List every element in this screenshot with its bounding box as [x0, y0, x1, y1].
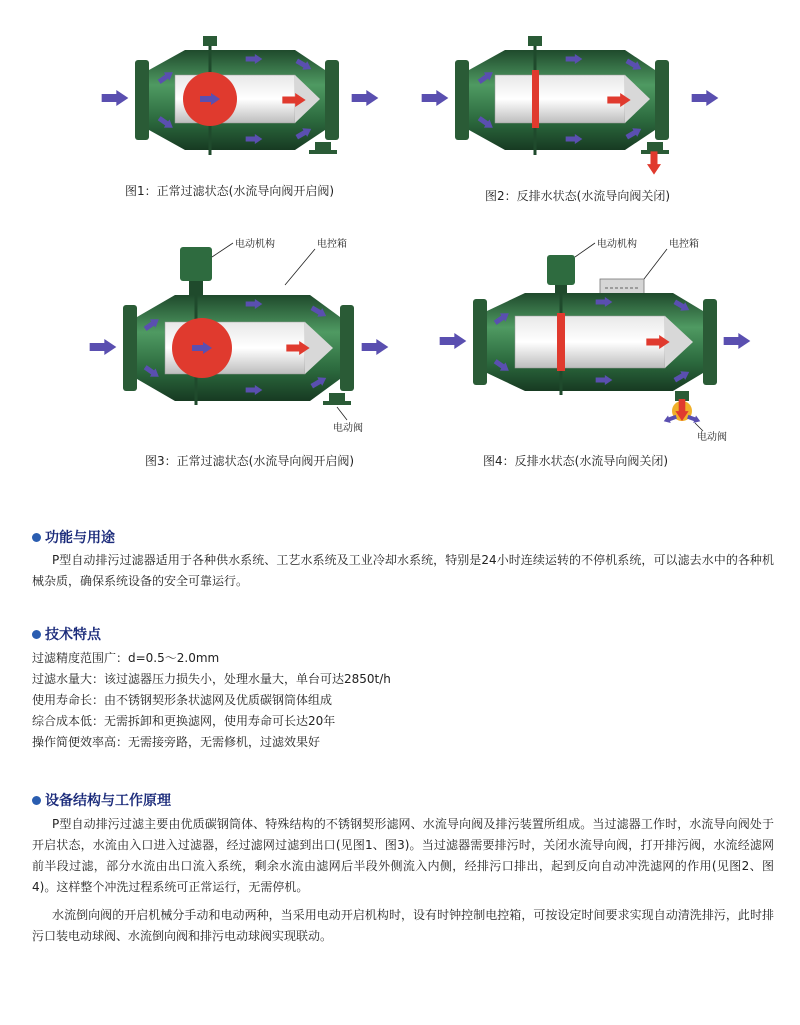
bullet-dot-icon [32, 533, 41, 542]
bullet-dot-icon [32, 796, 41, 805]
figure-1 [95, 30, 385, 198]
feature-item: 过滤精度范围广：d=0.5～2.0mm [32, 651, 220, 665]
figure-3 [85, 235, 405, 468]
figure-2-caption: 图2：反排水状态(水流导向阀关闭) [485, 189, 670, 203]
section-structure-p1: P型自动排污过滤主要由优质碳钢筒体、特殊结构的不锈钢契形滤网、水流导向阀及排污装置所组成。当过滤器工作时，水流导向阀处于开启状态，水流由入口进入过滤器，经过滤网过滤到出口(见图1、图3)。当过滤器需要排污时，关闭水流导向阀，打开排污阀，水流经滤网前半段过滤，部分水流由出口流入系统，剩余水流由滤网后半段外侧流入内侧，经排污口排出，起到反向自动冲洗滤网的作用(见图2、图4)。这样整个冲洗过程系统可正常运行，无需停机。 [32, 817, 774, 894]
figure-3-caption: 图3：正常过滤状态(水流导向阀开启阀) [145, 454, 354, 468]
fig4-label-control-box: 电控箱 [669, 239, 699, 250]
fig3-label-control-box: 电控箱 [317, 239, 347, 250]
feature-item: 使用寿命长：由不锈钢契形条状滤网及优质碳钢筒体组成 [32, 693, 333, 707]
section-structure-p2: 水流倒向阀的开启机械分手动和电动两种，当采用电动开启机构时，设有时钟控制电控箱，可按设定时间要求实现自动清洗排污，此时排污口装电动球阀、水流倒向阀和排污电动球阀实现联动。 [32, 908, 774, 943]
section-function-title: 功能与用途 [32, 527, 115, 547]
section-structure-title: 设备结构与工作原理 [32, 790, 171, 810]
section-function-text: P型自动排污过滤器适用于各种供水系统、工艺水系统及工业冷却水系统，特别是24小时连续运转的不停机系统，可以滤去水中的各种机械杂质，确保系统设备的安全可靠运行。 [32, 553, 774, 588]
feature-item: 过滤水量大：该过滤器压力损失小，处理水量大，单台可达2850t/h [32, 672, 391, 686]
fig4-label-actuator: 电动机构 [597, 239, 637, 250]
feature-item: 综合成本低：无需拆卸和更换滤网，使用寿命可长达20年 [32, 714, 336, 728]
fig3-label-valve: 电动阀 [333, 423, 363, 434]
feature-item: 操作简便效率高：无需接旁路，无需修机，过滤效果好 [32, 735, 321, 749]
feature-list [32, 648, 391, 753]
fig3-label-actuator: 电动机构 [235, 239, 275, 250]
figure-2 [415, 30, 725, 203]
fig4-label-valve: 电动阀 [697, 432, 727, 443]
figure-4 [435, 235, 755, 468]
figure-1-caption: 图1：正常过滤状态(水流导向阀开启阀) [125, 184, 334, 198]
figure-4-caption: 图4：反排水状态(水流导向阀关闭) [483, 454, 668, 468]
bullet-dot-icon [32, 630, 41, 639]
section-features-title: 技术特点 [32, 624, 101, 644]
